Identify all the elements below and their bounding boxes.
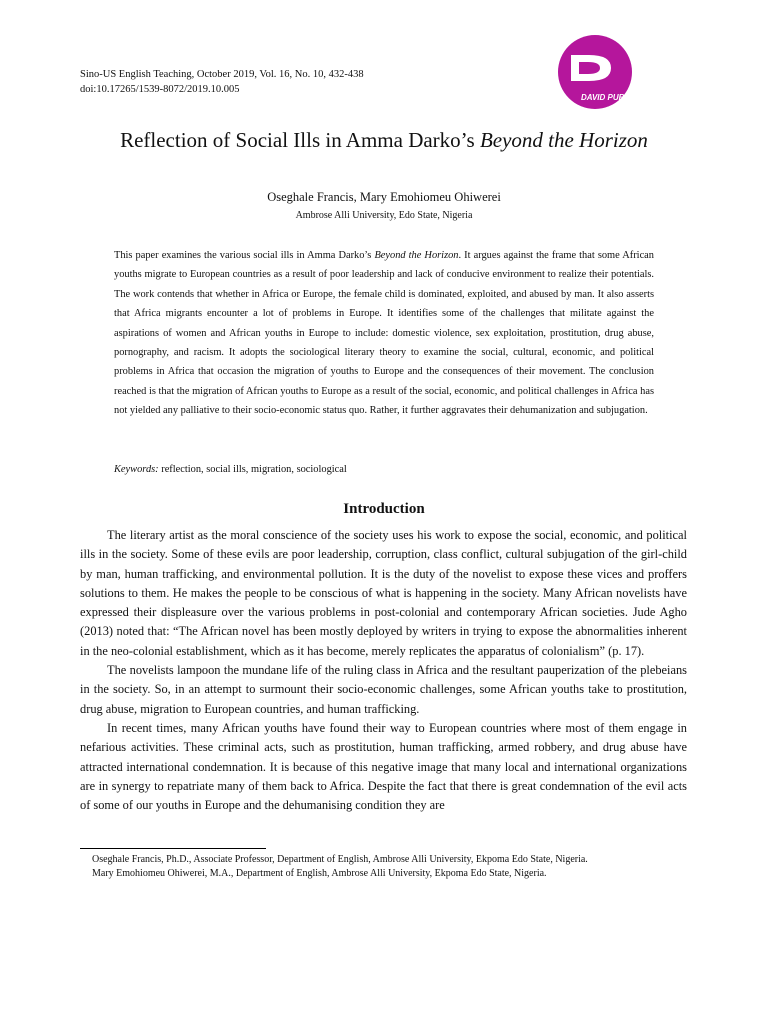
publisher-logo-graphic xyxy=(555,35,685,110)
abstract-italic: Beyond the Horizon xyxy=(374,250,459,261)
abstract-text-start: This paper examines the various social ills in Amma Darko’s xyxy=(114,250,375,261)
keywords xyxy=(114,464,654,475)
body-text xyxy=(80,526,687,815)
title-italic: Beyond the Horizon xyxy=(479,128,648,152)
body-paragraph: In recent times, many African youths have found their way to European countries where most of them engage in nefarious activities. These criminal acts, such as prostitution, human trafficking, armed robbery, and drug abuse have attracted international condemnation. It is because of this negative image that many local and international organizations are in synergy to repatriate many of them back to Africa. Despite the fact that there is great condemnation of the evil acts of some of our youths in Europe and the dehumanising condition they are xyxy=(80,720,687,813)
title-main: Reflection of Social Ills in Amma Darko’s xyxy=(120,128,480,152)
keywords-list: reflection, social ills, migration, sociological xyxy=(158,464,347,475)
abstract xyxy=(114,246,654,421)
affiliation: Ambrose Alli University, Edo State, Nigeria xyxy=(295,210,473,221)
body-paragraph: The novelists lampoon the mundane life of the ruling class in Africa and the resultant pauperization of the plebeians in the society. So, in an attempt to surmount their socio-economic challenges, some African youths take to prostitution, drug abuse, migration to European countries, and human trafficking. xyxy=(80,663,687,716)
section-heading: Introduction xyxy=(343,501,425,517)
footnote-divider xyxy=(80,848,266,849)
logo-text: DAVID PUBLISHING xyxy=(581,93,657,102)
keywords-label: Keywords: xyxy=(114,464,159,475)
journal-header xyxy=(80,67,364,97)
footnote: Mary Emohiomeu Ohiwerei, M.A., Department of English, Ambrose Alli University, Ekpoma Edo State, Nigeria. xyxy=(92,867,547,879)
publisher-logo xyxy=(555,35,685,110)
footnotes xyxy=(92,853,588,880)
journal-citation: Sino-US English Teaching, October 2019, Vol. 16, No. 10, 432-438 xyxy=(80,69,364,80)
paper-title xyxy=(0,128,768,153)
body-paragraph: The literary artist as the moral conscience of the society uses his work to expose the social, economic, and political ills in the society. Some of these evils are poor leadership, corruption, class conflict, cultural subjugation of the girl-child by man, human trafficking, and environmental pollution. It is the duty of the novelist to expose these vices and proffers solutions to them. He makes the people to be conscious of what is happening in the society. Many African novelists have expressed their displeasure over the various problems in post-colonial and contemporary African societies. Jude Agho (2013) noted that: “The African novel has been mostly deployed by writers in trying to expose the abnormalities inherent in the neo-colonial establishment, which as it has become, merely replicates the apparatus of colonialism” (p. 17). xyxy=(80,528,687,658)
doi: doi:10.17265/1539-8072/2019.10.005 xyxy=(80,84,240,95)
abstract-text-rest: . It argues against the frame that some African youths migrate to European countries as a result of poor leadership and lack of conducive environment to realize their potentials. The work contends that whether in Africa or Europe, the female child is dominated, exploited, and abused by man. It also asserts that Africa migrants encounter a lot of problems in Europe. It identifies some of the challenges that militate against the aspirations of women and African youths in Europe to include: domestic violence, sex exploitation, prostitution, drug abuse, pornography, and racism. It adopts the sociological literary theory to examine the social, cultural, economic, and political problems in Africa that occasion the migration of youths to Europe and the consequences of their movement. The conclusion reached is that the migration of African youths to Europe as a result of the social, economic, and political challenges in Africa has not yielded any palliative to their socio-economic status quo. Rather, it further aggravates their dehumanization and subjugation. xyxy=(114,250,654,417)
footnote: Oseghale Francis, Ph.D., Associate Professor, Department of English, Ambrose Alli University, Ekpoma Edo State, Nigeria. xyxy=(92,854,588,865)
authors: Oseghale Francis, Mary Emohiomeu Ohiwerei xyxy=(267,190,501,204)
